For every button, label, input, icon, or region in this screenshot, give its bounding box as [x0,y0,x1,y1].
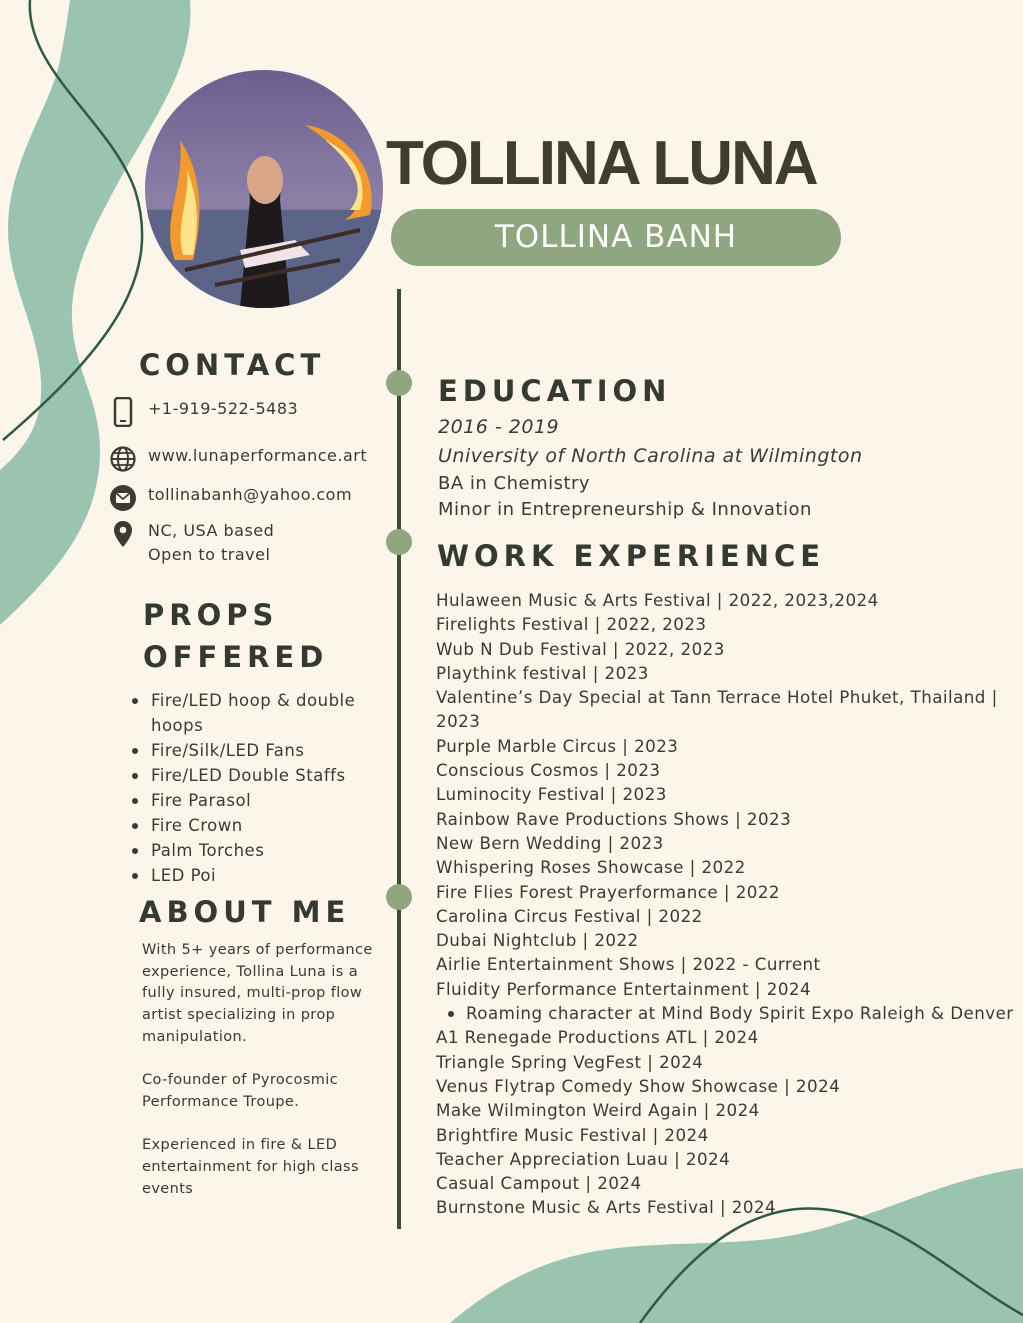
contact-heading: CONTACT [139,348,326,382]
list-item: Casual Campout | 2024 [436,1173,642,1194]
props-heading-line1: PROPS [143,598,279,632]
list-item: Luminocity Festival | 2023 [436,784,667,805]
props-list [130,688,370,888]
list-item: Carolina Circus Festival | 2022 [436,905,703,926]
phone-number[interactable]: +1-919-522-5483 [148,399,299,418]
list-item: Firelights Festival | 2022, 2023 [436,614,707,635]
list-item: Whispering Roses Showcase | 2022 [436,857,746,878]
location-text [148,519,274,567]
contact-phone [108,397,298,427]
list-item: Wub N Dub Festival | 2022, 2023 [436,638,725,659]
list-item: Fire/LED hoop & double hoops [130,688,370,738]
list-item: Playthink festival | 2023 [436,662,649,683]
education-years: 2016 - 2019 [438,416,560,438]
list-item: Fire/Silk/LED Fans [130,738,370,763]
phone-icon [108,397,138,427]
list-item: Make Wilmington Weird Again | 2024 [436,1100,760,1121]
timeline-dot [386,370,412,396]
location-line: NC, USA based [148,521,275,540]
timeline-dot [386,884,412,910]
location-pin-icon [108,519,138,549]
globe-icon [108,444,138,474]
list-item: Airlie Entertainment Shows | 2022 - Current [436,954,821,975]
education-heading: EDUCATION [438,374,672,408]
email-address[interactable]: tollinabanh@yahoo.com [148,485,353,504]
education-minor: Minor in Entrepreneurship & Innovation [438,499,812,520]
timeline-line [397,289,401,1229]
work-list [436,588,1014,1220]
work-heading: WORK EXPERIENCE [437,539,826,573]
travel-line: Open to travel [148,545,271,564]
list-item: LED Poi [130,863,370,888]
list-item: Fire Crown [130,813,370,838]
list-item: Palm Torches [130,838,370,863]
list-item: Conscious Cosmos | 2023 [436,760,661,781]
list-item: New Bern Wedding | 2023 [436,832,664,853]
profile-photo [145,70,383,308]
education-block [438,413,863,523]
contact-website [108,444,367,474]
about-paragraph: Experienced in fire & LED entertainment for high class events [142,1137,359,1197]
contact-location [108,519,274,567]
list-item: Rainbow Rave Productions Shows | 2023 [436,808,792,829]
about-text [142,940,382,1222]
timeline-dot [386,529,412,555]
list-item: A1 Renegade Productions ATL | 2024 [436,1027,759,1048]
email-icon [108,483,138,513]
education-degree: BA in Chemistry [438,473,591,494]
list-item: Purple Marble Circus | 2023 [436,735,679,756]
list-item: Teacher Appreciation Luau | 2024 [436,1148,731,1169]
list-item: Fire Parasol [130,788,370,813]
list-item: Fire/LED Double Staffs [130,763,370,788]
list-item: Burnstone Music & Arts Festival | 2024 [436,1197,777,1218]
list-item: Valentine’s Day Special at Tann Terrace Hotel Phuket, Thailand | 2023 [436,687,998,732]
list-item: Fire Flies Forest Prayerformance | 2022 [436,881,780,902]
real-name-badge: TOLLINA BANH [391,209,841,266]
list-item: Fluidity Performance Entertainment | 2024 [436,978,812,999]
list-item-detail: Roaming character at Mind Body Spirit Expo Raleigh & Denver [436,1001,1006,1025]
list-item: Venus Flytrap Comedy Show Showcase | 2024 [436,1075,841,1096]
about-heading: ABOUT ME [139,895,351,929]
website-link[interactable]: www.lunaperformance.art [148,446,368,465]
props-heading-line2: OFFERED [143,640,329,674]
education-school: University of North Carolina at Wilmington [438,445,863,467]
performer-name: TOLLINA LUNA [386,129,817,198]
about-paragraph: Co-founder of Pyrocosmic Performance Troupe. [142,1072,339,1110]
contact-email [108,483,352,513]
list-item: Brightfire Music Festival | 2024 [436,1124,709,1145]
list-item: Triangle Spring VegFest | 2024 [436,1051,704,1072]
about-paragraph: With 5+ years of performance experience, Tollina Luna is a fully insured, multi-prop flow artist specializing in prop manipulation. [142,942,373,1045]
list-item: Hulaween Music & Arts Festival | 2022, 2023,2024 [436,590,879,610]
list-item: Dubai Nightclub | 2022 [436,930,639,951]
